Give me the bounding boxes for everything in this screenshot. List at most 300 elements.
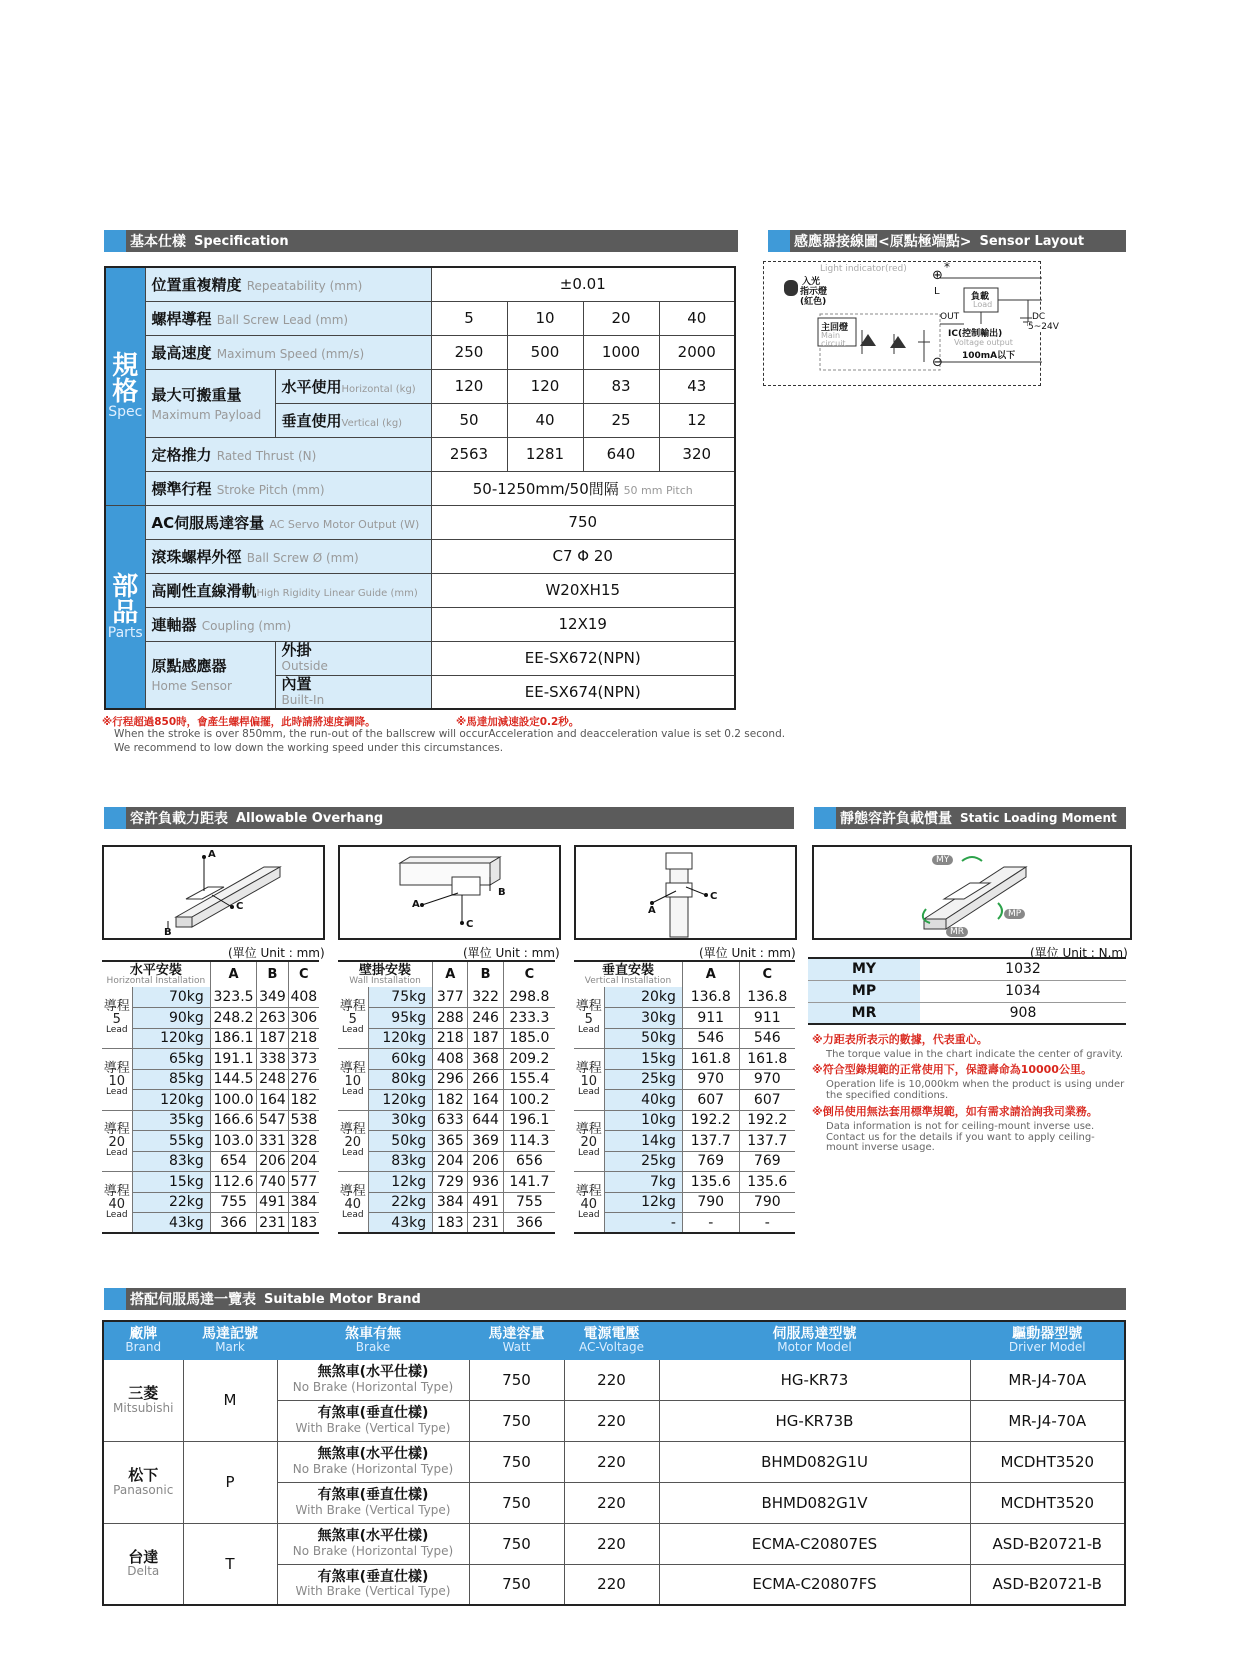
load-cell: 22kg	[368, 1192, 433, 1213]
overhang-value: 112.6	[210, 1172, 257, 1193]
overhang-value: 263	[257, 1008, 288, 1029]
parts-group-zh: 部品	[112, 571, 139, 628]
install-type-en: Wall Installation	[349, 975, 421, 986]
column-header: A	[682, 961, 739, 987]
stroke-en: Stroke Pitch (mm)	[216, 482, 325, 497]
load-cell: 90kg	[132, 1008, 210, 1029]
lead-en: Lead	[577, 1209, 600, 1220]
overhang-value: 218	[433, 1028, 468, 1049]
overhang-value: 384	[288, 1192, 319, 1213]
lead-cell	[102, 1110, 132, 1172]
load-cell: 14kg	[604, 1131, 682, 1152]
driver-model-cell: MR-J4-70A	[970, 1359, 1125, 1400]
overhang-unit-w: (單位 Unit : mm)	[463, 946, 560, 960]
horizontal-row	[102, 1110, 319, 1131]
stroke-label	[145, 471, 431, 505]
column-en: Brake	[355, 1340, 391, 1355]
screw-label	[145, 539, 431, 573]
wall-row	[338, 987, 555, 1008]
wall-row	[338, 1028, 555, 1049]
motor-model-cell: HG-KR73B	[659, 1400, 970, 1441]
load-cell: 50kg	[368, 1131, 433, 1152]
driver-model-cell: MR-J4-70A	[970, 1400, 1125, 1441]
brand-zh: 松下	[128, 1466, 159, 1485]
column-header: C	[503, 961, 555, 987]
spec-header-en: Specification	[194, 233, 289, 249]
payload-v-value: 50	[431, 403, 507, 437]
stroke-value-text: 50-1250mm/50間隔	[472, 479, 619, 498]
guide-value: W20XH15	[431, 573, 735, 607]
overhang-value: 607	[739, 1090, 795, 1111]
brake-zh: 有煞車(垂直仕樣)	[317, 1568, 429, 1585]
horizontal-row	[102, 1213, 319, 1234]
column-header	[564, 1321, 659, 1359]
static-moment-figure	[812, 845, 1132, 940]
label-a: A	[412, 899, 420, 910]
column-zh: 電源電壓	[583, 1325, 640, 1342]
vertical-row	[574, 1049, 795, 1070]
install-type-header	[102, 961, 210, 987]
voltage-cell: 220	[564, 1400, 659, 1441]
horizontal-row	[102, 1008, 319, 1029]
light-zh: 入光	[802, 277, 821, 287]
guide-label	[145, 573, 431, 607]
overhang-value: 306	[288, 1008, 319, 1029]
overhang-value: 155.4	[503, 1069, 555, 1090]
lead-cell	[102, 1049, 132, 1111]
lead-number: 10	[108, 1073, 126, 1089]
column-header	[277, 1321, 469, 1359]
column-zh: 馬達記號	[202, 1325, 258, 1342]
horizontal-row	[102, 1069, 319, 1090]
moment-key: MR	[808, 1002, 920, 1024]
voltage-cell: 220	[564, 1441, 659, 1482]
overhang-value: 323.5	[210, 987, 257, 1008]
overhang-unit-v: (單位 Unit : mm)	[699, 946, 796, 960]
payload-label	[145, 369, 275, 437]
thrust-zh: 定格推力	[151, 445, 212, 464]
overhang-value: 366	[210, 1213, 257, 1234]
column-header	[659, 1321, 970, 1359]
load-cell: 65kg	[132, 1049, 210, 1070]
l-terminal: L	[934, 286, 940, 297]
payload-horizontal-label	[275, 369, 431, 403]
lead-zh: 導程	[575, 999, 602, 1014]
motor-model-cell: HG-KR73	[659, 1359, 970, 1400]
install-type-en: Vertical Installation	[584, 975, 672, 986]
overhang-value: 206	[257, 1151, 288, 1172]
minus-terminal: ⊖	[932, 355, 943, 370]
static-moment-table	[808, 957, 1126, 1025]
lead-zh: 導程	[103, 999, 130, 1014]
overhang-value: 276	[288, 1069, 319, 1090]
lead-label	[145, 301, 431, 335]
sensor-header-zh: 感應器接線圖<原點極端點>	[794, 234, 972, 250]
overhang-value: 936	[468, 1172, 503, 1193]
parts-group-label	[105, 505, 145, 709]
stroke-value-note: 50 mm Pitch	[623, 483, 693, 497]
outside-zh: 外掛	[281, 641, 312, 659]
overhang-value: 288	[433, 1008, 468, 1029]
speed-zh: 最高速度	[151, 343, 212, 362]
load-cell: 43kg	[368, 1213, 433, 1234]
watt-cell: 750	[469, 1482, 564, 1523]
brake-cell	[277, 1523, 469, 1564]
load-cell: 95kg	[368, 1008, 433, 1029]
voltage-cell: 220	[564, 1523, 659, 1564]
stroke-zh: 標準行程	[151, 479, 212, 498]
horizontal-rail-drawing	[104, 847, 324, 939]
load-cell: 80kg	[368, 1069, 433, 1090]
lead-zh: 螺桿導程	[151, 309, 212, 328]
brake-en: No Brake (Horizontal Type)	[292, 1461, 454, 1476]
brand-zh: 台達	[128, 1547, 159, 1566]
payload-v-value: 40	[507, 403, 583, 437]
overhang-value: 790	[739, 1192, 795, 1213]
brand-zh: 三菱	[128, 1384, 159, 1403]
brake-en: No Brake (Horizontal Type)	[292, 1379, 454, 1394]
guide-en: High Rigidity Linear Guide (mm)	[256, 587, 418, 599]
motor-value: 750	[431, 505, 735, 539]
overhang-value: 349	[257, 987, 288, 1008]
load-cell: 25kg	[604, 1069, 682, 1090]
lead-cell	[102, 987, 132, 1049]
column-en: Watt	[502, 1340, 531, 1355]
overhang-value: 114.3	[503, 1131, 555, 1152]
thrust-value: 640	[583, 437, 659, 471]
horizontal-zh: 水平使用	[281, 377, 342, 396]
overhang-value: 182	[433, 1090, 468, 1111]
payload-v-value: 25	[583, 403, 659, 437]
load-cell: 75kg	[368, 987, 433, 1008]
overhang-value: 755	[503, 1192, 555, 1213]
motor-header-en: Suitable Motor Brand	[264, 1291, 421, 1307]
overhang-value: 911	[682, 1008, 739, 1029]
overhang-value: 137.7	[682, 1131, 739, 1152]
sensor-outside-label	[275, 641, 431, 675]
overhang-value: 187	[468, 1028, 503, 1049]
label-mr: MR	[946, 927, 968, 937]
vertical-row	[574, 1028, 795, 1049]
motor-row	[103, 1523, 1125, 1564]
lead-cell	[574, 1110, 604, 1172]
lead-zh: 導程	[339, 1060, 366, 1076]
lead-zh: 導程	[339, 1122, 366, 1138]
wall-row	[338, 1110, 555, 1131]
column-en: Driver Model	[1008, 1340, 1086, 1355]
lead-number: 40	[580, 1196, 598, 1212]
brake-zh: 有煞車(垂直仕樣)	[317, 1487, 429, 1504]
load-cell: 15kg	[132, 1172, 210, 1193]
overhang-value: 248.2	[210, 1008, 257, 1029]
overhang-value: 246	[468, 1008, 503, 1029]
overhang-value: 206	[468, 1151, 503, 1172]
moment-value: 1034	[920, 980, 1126, 1002]
horizontal-row	[102, 1028, 319, 1049]
load-cell: 12kg	[368, 1172, 433, 1193]
overhang-value: 135.6	[682, 1172, 739, 1193]
overhang-value: 144.5	[210, 1069, 257, 1090]
install-type-zh: 壁掛安裝	[359, 962, 412, 978]
load-cell: 50kg	[604, 1028, 682, 1049]
overhang-value: 103.0	[210, 1131, 257, 1152]
overhang-value: 182	[288, 1090, 319, 1111]
overhang-value: 369	[468, 1131, 503, 1152]
payload-vertical-label	[275, 403, 431, 437]
overhang-value: 166.6	[210, 1110, 257, 1131]
overhang-value: 164	[257, 1090, 288, 1111]
column-zh: 馬達容量	[488, 1325, 545, 1342]
overhang-value: 911	[739, 1008, 795, 1029]
load-cell: 120kg	[368, 1090, 433, 1111]
vertical-en: Vertical (kg)	[341, 417, 403, 429]
mark-cell: P	[183, 1441, 277, 1523]
outside-en: Outside	[281, 659, 328, 673]
lead-zh: 導程	[575, 1060, 602, 1076]
speed-value: 500	[507, 335, 583, 369]
watt-cell: 750	[469, 1564, 564, 1605]
repeatability-zh: 位置重複精度	[151, 275, 242, 294]
lead-value: 10	[507, 301, 583, 335]
static-note1-en: The torque value in the chart indicate the center of gravity.	[826, 1049, 1124, 1060]
overhang-value: 141.7	[503, 1172, 555, 1193]
column-header: C	[288, 961, 319, 987]
coupling-en: Coupling (mm)	[201, 618, 292, 633]
overhang-value: 607	[682, 1090, 739, 1111]
load-cell: 15kg	[604, 1049, 682, 1070]
brake-zh: 無煞車(水平仕樣)	[317, 1364, 429, 1381]
lead-zh: 導程	[575, 1183, 602, 1199]
speed-value: 250	[431, 335, 507, 369]
lead-number: 10	[580, 1073, 598, 1089]
vertical-row	[574, 1090, 795, 1111]
wall-row	[338, 1049, 555, 1070]
wall-row	[338, 1069, 555, 1090]
sensor-wiring-diagram	[763, 260, 1059, 386]
overhang-value: 408	[288, 987, 319, 1008]
column-en: AC-Voltage	[578, 1340, 644, 1355]
overhang-value: 191.1	[210, 1049, 257, 1070]
static-note2-zh: ※符合型錄規範的正常使用下，保證壽命為10000公里。	[812, 1063, 1092, 1076]
overhang-value: 491	[257, 1192, 288, 1213]
motor-header-zh: 搭配伺服馬達一覽表	[130, 1292, 256, 1308]
static-note3-zh: ※倒吊使用無法套用標準規範，如有需求請洽詢我司業務。	[812, 1105, 1098, 1118]
brake-en: No Brake (Horizontal Type)	[292, 1543, 454, 1558]
sensor-zh: 原點感應器	[151, 657, 227, 676]
coupling-zh: 連軸器	[151, 615, 197, 634]
note-accel-zh: ※馬達加減速設定0.2秒。	[456, 716, 580, 728]
static-unit: (單位 Unit : N.m)	[1030, 946, 1128, 960]
payload-h-value: 43	[659, 369, 735, 403]
load-cell: 25kg	[604, 1151, 682, 1172]
overhang-value: 368	[468, 1049, 503, 1070]
overhang-value: 266	[468, 1069, 503, 1090]
horizontal-row	[102, 1049, 319, 1070]
overhang-value: 491	[468, 1192, 503, 1213]
label-c: C	[236, 901, 244, 912]
wall-row	[338, 1151, 555, 1172]
sensor-layout-header	[768, 230, 1126, 252]
brake-zh: 有煞車(垂直仕樣)	[317, 1405, 429, 1422]
motor-label	[145, 505, 431, 539]
brake-zh: 無煞車(水平仕樣)	[317, 1528, 429, 1545]
load-cell: 22kg	[132, 1192, 210, 1213]
label-a: A	[648, 905, 656, 916]
sensor-header-en: Sensor Layout	[979, 233, 1085, 249]
watt-cell: 750	[469, 1441, 564, 1482]
motor-model-cell: ECMA-C20807FS	[659, 1564, 970, 1605]
moment-rail-drawing	[814, 847, 1130, 939]
lead-en: Lead	[105, 1148, 128, 1159]
lead-number: 20	[108, 1135, 126, 1151]
overhang-value: 218	[288, 1028, 319, 1049]
overhang-value: 192.2	[739, 1110, 795, 1131]
motor-zh: AC伺服馬達容量	[151, 513, 265, 532]
lead-cell	[574, 987, 604, 1049]
overhang-value: 538	[288, 1110, 319, 1131]
overhang-value: 654	[210, 1151, 257, 1172]
lead-zh: 導程	[575, 1122, 602, 1138]
ic-label: IC(控制輸出)	[948, 329, 1003, 339]
spec-header	[104, 230, 738, 252]
overhang-header-en: Allowable Overhang	[236, 810, 384, 826]
payload-v-value: 12	[659, 403, 735, 437]
vertical-row	[574, 1008, 795, 1029]
load-cell: 85kg	[132, 1069, 210, 1090]
overhang-value: 298.8	[503, 987, 555, 1008]
thrust-value: 320	[659, 437, 735, 471]
moment-key: MP	[808, 980, 920, 1002]
brake-cell	[277, 1441, 469, 1482]
load-cell: 83kg	[132, 1151, 210, 1172]
overhang-value: 204	[288, 1151, 319, 1172]
motor-row	[103, 1359, 1125, 1400]
speed-label	[145, 335, 431, 369]
column-en: Mark	[215, 1340, 245, 1355]
install-type-zh: 水平安裝	[129, 962, 182, 978]
lead-number: 5	[348, 1012, 357, 1027]
watt-cell: 750	[469, 1400, 564, 1441]
lead-en: Lead	[577, 1148, 600, 1159]
motor-brand-table	[102, 1320, 1126, 1606]
note-line1-en: When the stroke is over 850mm, the run-out of the ballscrew will occurAcceleration and deacceleration value is set 0.2 second.	[114, 728, 786, 740]
install-type-zh: 垂直安裝	[601, 962, 654, 978]
motor-model-cell: BHMD082G1V	[659, 1482, 970, 1523]
overhang-value: 408	[433, 1049, 468, 1070]
lead-zh: 導程	[103, 1122, 130, 1138]
brand-cell	[103, 1523, 183, 1605]
column-header: B	[257, 961, 288, 987]
moment-key: MY	[808, 958, 920, 980]
note-line2-en: We recommend to low down the working speed under this circumstances.	[114, 742, 504, 754]
voltage-cell: 220	[564, 1359, 659, 1400]
wall-row	[338, 1192, 555, 1213]
lead-cell	[102, 1172, 132, 1234]
overhang-vertical-table	[574, 960, 795, 1234]
mark-cell: T	[183, 1523, 277, 1605]
overhang-value: 365	[433, 1131, 468, 1152]
payload-h-value: 120	[431, 369, 507, 403]
brand-cell	[103, 1359, 183, 1441]
load-cell: 30kg	[368, 1110, 433, 1131]
overhang-value: -	[739, 1213, 795, 1234]
motor-model-cell: BHMD082G1U	[659, 1441, 970, 1482]
motor-row	[103, 1441, 1125, 1482]
main-circuit-en: Main circuit	[821, 331, 846, 348]
load-cell: 20kg	[604, 987, 682, 1008]
screw-en: Ball Screw Ø (mm)	[246, 550, 359, 565]
wall-rail-drawing	[340, 847, 560, 939]
brake-zh: 無煞車(水平仕樣)	[317, 1446, 429, 1463]
overhang-value: 135.6	[739, 1172, 795, 1193]
driver-model-cell: MCDHT3520	[970, 1441, 1125, 1482]
overhang-value: 322	[468, 987, 503, 1008]
sensor-en: Home Sensor	[151, 679, 232, 694]
lead-en: Lead	[105, 1209, 128, 1220]
overhang-value: 183	[433, 1213, 468, 1234]
lead-en: Lead	[105, 1025, 128, 1035]
lead-en: Lead	[105, 1086, 128, 1097]
stroke-value	[431, 471, 735, 505]
vertical-row	[574, 1151, 795, 1172]
overhang-value: 204	[433, 1151, 468, 1172]
install-type-header	[574, 961, 682, 987]
static-header-zh: 靜態容許負載慣量	[840, 811, 952, 827]
builtin-en: Built-In	[281, 692, 325, 707]
lead-cell	[574, 1172, 604, 1234]
horizontal-row	[102, 987, 319, 1008]
column-header	[469, 1321, 564, 1359]
overhang-value: 970	[739, 1069, 795, 1090]
label-b: B	[498, 887, 506, 898]
overhang-value: 377	[433, 987, 468, 1008]
column-en: Motor Model	[777, 1340, 852, 1355]
spec-header-zh: 基本仕樣	[130, 234, 186, 250]
lead-en: Lead	[341, 1025, 364, 1035]
overhang-value: 547	[257, 1110, 288, 1131]
screw-zh: 滾珠螺桿外徑	[151, 547, 242, 566]
vertical-row	[574, 1131, 795, 1152]
overhang-value: 248	[257, 1069, 288, 1090]
vertical-row	[574, 1110, 795, 1131]
install-type-en: Horizontal Installation	[106, 975, 206, 986]
coupling-value: 12X19	[431, 607, 735, 641]
overhang-unit-h: (單位 Unit : mm)	[228, 946, 325, 960]
column-header	[970, 1321, 1125, 1359]
indicator-zh: 指示燈	[800, 287, 828, 297]
spec-group-label	[105, 267, 145, 505]
lead-cell	[338, 1110, 368, 1172]
speed-value: 2000	[659, 335, 735, 369]
load-cell: 35kg	[132, 1110, 210, 1131]
load-cell: 30kg	[604, 1008, 682, 1029]
sensor-builtin-label	[275, 675, 431, 709]
load-cell: 7kg	[604, 1172, 682, 1193]
brake-cell	[277, 1564, 469, 1605]
label-c: C	[466, 919, 474, 930]
overhang-value: 384	[433, 1192, 468, 1213]
column-header	[103, 1321, 183, 1359]
column-header: A	[433, 961, 468, 987]
coupling-label	[145, 607, 431, 641]
overhang-value: 136.8	[739, 987, 795, 1008]
overhang-value: 296	[433, 1069, 468, 1090]
out-label: OUT	[940, 312, 960, 322]
column-zh: 伺服馬達型號	[772, 1325, 857, 1342]
lead-number: 20	[580, 1135, 598, 1151]
horizontal-row	[102, 1131, 319, 1152]
install-type-header	[338, 961, 433, 987]
